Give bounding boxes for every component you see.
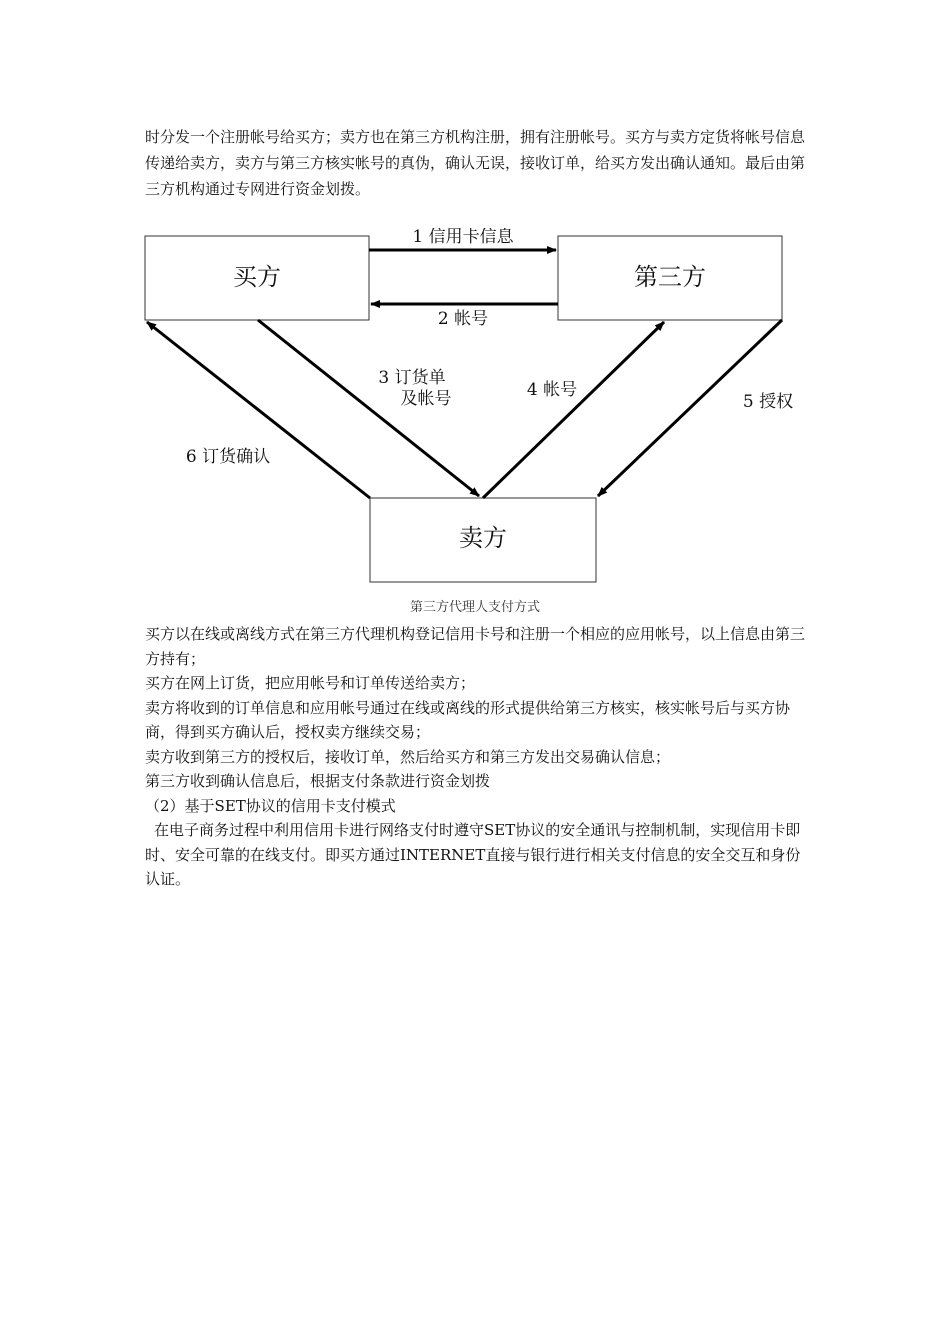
- step-line-4: 卖方收到第三方的授权后，接收订单，然后给买方和第三方发出交易确认信息；: [145, 747, 671, 766]
- section-body: 在电子商务过程中利用信用卡进行网络支付时遵守SET协议的安全通讯与控制机制，实现信用卡即时、安全可靠的在线支付。即买方通过INTERNET直接与银行进行相关支付信息的安全交互和身份认证。: [145, 821, 801, 888]
- body-text: [145, 622, 807, 892]
- step-line-3: 卖方将收到的订单信息和应用帐号通过在线或离线的形式提供给第三方核实，核实帐号后与买方协商，得到买方确认后，授权卖方继续交易；: [145, 698, 791, 741]
- seller-label: 卖方: [459, 524, 507, 552]
- step-line-5: 第三方收到确认信息后，根据支付条款进行资金划拨: [145, 772, 491, 790]
- diagram-caption: 第三方代理人支付方式: [409, 600, 540, 615]
- edge-2-label: 2 帐号: [437, 309, 489, 329]
- arrow-4: [483, 322, 664, 498]
- intro-paragraph: 时分发一个注册帐号给买方；卖方也在第三方机构注册，拥有注册帐号。买方与卖方定货将帐号信息传递给卖方，卖方与第三方核实帐号的真伪，确认无误，接收订单，给买方发出确认通知。最后由第三方机构通过专网进行资金划拨。: [145, 128, 806, 198]
- buyer-label: 买方: [233, 263, 281, 291]
- section-heading: （2）基于SET协议的信用卡支付模式: [145, 796, 396, 815]
- edge-3-label-line1: 3 订货单: [378, 368, 446, 388]
- edge-6-label: 6 订货确认: [185, 447, 271, 467]
- step-line-2: 买方在网上订货，把应用帐号和订单传送给卖方；: [145, 674, 476, 692]
- arrow-6: [147, 322, 370, 498]
- step-line-1: 买方以在线或离线方式在第三方代理机构登记信用卡号和注册一个相应的应用帐号，以上信息由第三方持有；: [145, 625, 806, 668]
- payment-flow-diagram: [140, 228, 820, 588]
- edge-3-label-line2: 及帐号: [400, 389, 452, 409]
- third-party-label: 第三方: [634, 263, 706, 291]
- edge-1-label: 1 信用卡信息: [412, 228, 514, 247]
- edge-4-label: 4 帐号: [526, 380, 578, 400]
- edge-5-label: 5 授权: [742, 392, 794, 412]
